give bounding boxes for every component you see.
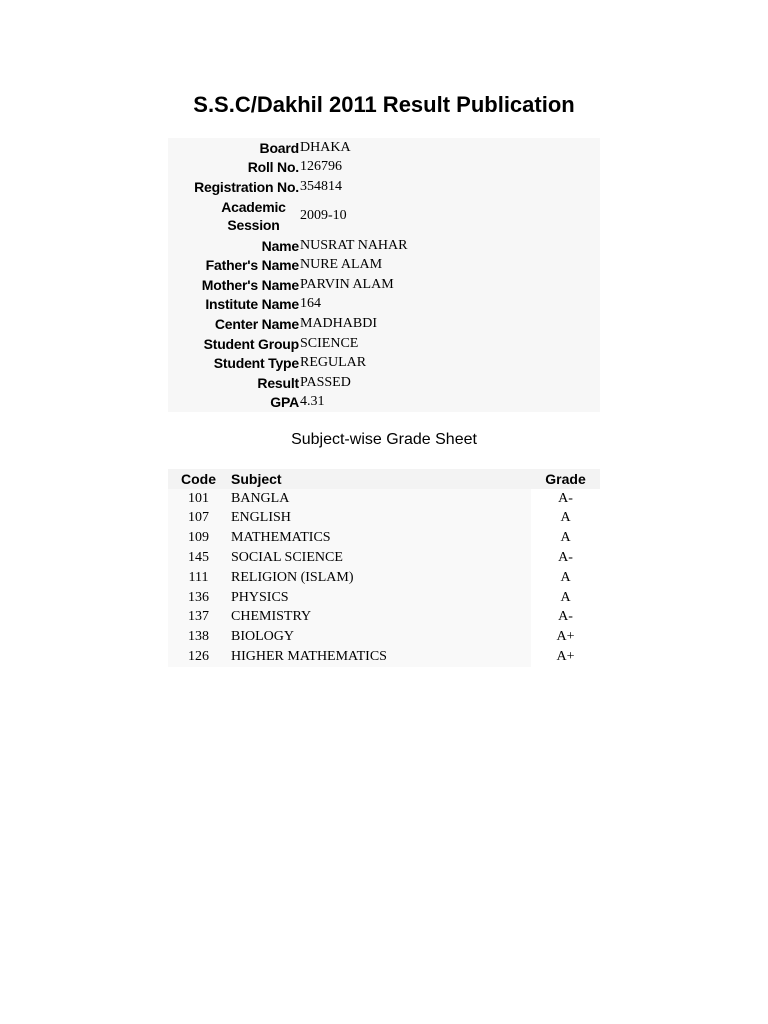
subject-name: CHEMISTRY xyxy=(231,609,312,625)
subject-grade: A xyxy=(531,588,600,608)
info-value: 354814 xyxy=(300,178,342,194)
info-label: Board xyxy=(259,139,299,156)
info-label: Name xyxy=(261,237,299,254)
column-header-subject: Subject xyxy=(231,470,282,487)
info-row-type xyxy=(168,353,600,373)
info-value: NURE ALAM xyxy=(300,257,383,273)
info-row-institute xyxy=(168,295,600,315)
info-row-board xyxy=(168,138,600,158)
info-row-roll xyxy=(168,158,600,178)
table-row xyxy=(168,647,600,667)
subject-grade: A+ xyxy=(531,627,600,647)
subject-code: 137 xyxy=(188,609,209,625)
table-row xyxy=(168,608,600,628)
info-row-gpa xyxy=(168,393,600,413)
info-label: Mother's Name xyxy=(201,276,299,293)
subject-code: 111 xyxy=(188,569,209,585)
info-row-center xyxy=(168,314,600,334)
student-info-table xyxy=(168,138,600,412)
info-value: DHAKA xyxy=(300,139,351,155)
info-row-group xyxy=(168,334,600,354)
subject-grade: A xyxy=(531,509,600,529)
subject-name: HIGHER MATHEMATICS xyxy=(231,649,387,665)
info-row-father xyxy=(168,255,600,275)
info-label: GPA xyxy=(270,394,299,411)
info-value: SCIENCE xyxy=(300,335,359,351)
subject-name: BIOLOGY xyxy=(231,629,294,645)
info-label: Student Group xyxy=(203,335,299,352)
subject-code: 107 xyxy=(188,510,209,526)
table-row xyxy=(168,489,600,509)
subject-code: 101 xyxy=(188,490,209,506)
info-label: Result xyxy=(257,374,299,391)
page-title: S.S.C/Dakhil 2011 Result Publication xyxy=(193,92,575,117)
table-row xyxy=(168,568,600,588)
subject-name: RELIGION (ISLAM) xyxy=(231,569,354,585)
info-value: PASSED xyxy=(300,374,351,390)
info-value: MADHABDI xyxy=(300,315,377,331)
table-row xyxy=(168,548,600,568)
info-label: Roll No. xyxy=(247,159,299,176)
table-row xyxy=(168,509,600,529)
subject-grade: A xyxy=(531,528,600,548)
grade-table-header xyxy=(168,469,600,489)
info-value: 4.31 xyxy=(300,394,325,410)
subject-name: BANGLA xyxy=(231,490,290,506)
subject-grade: A- xyxy=(531,608,600,628)
info-label: Center Name xyxy=(214,315,299,332)
subject-code: 145 xyxy=(188,550,209,566)
table-row xyxy=(168,627,600,647)
column-header-grade: Grade xyxy=(531,469,600,489)
subject-name: SOCIAL SCIENCE xyxy=(231,550,343,566)
info-label: Academic Session xyxy=(221,199,286,234)
info-row-mother xyxy=(168,275,600,295)
subject-code: 138 xyxy=(188,629,209,645)
info-value: 164 xyxy=(300,296,321,312)
info-value: 2009-10 xyxy=(300,208,347,224)
subject-grade: A- xyxy=(531,548,600,568)
info-label: Registration No. xyxy=(194,178,299,195)
column-header-code: Code xyxy=(181,470,216,487)
subject-grade: A- xyxy=(531,489,600,509)
info-row-name xyxy=(168,236,600,256)
info-label: Father's Name xyxy=(205,257,299,274)
subject-grade: A xyxy=(531,568,600,588)
info-label: Institute Name xyxy=(205,296,299,313)
info-row-result xyxy=(168,373,600,393)
subject-code: 136 xyxy=(188,589,209,605)
info-row-session xyxy=(168,197,600,236)
subject-grade: A+ xyxy=(531,647,600,667)
grade-sheet-title: Subject-wise Grade Sheet xyxy=(291,431,477,448)
info-value: PARVIN ALAM xyxy=(300,276,394,292)
info-value: 126796 xyxy=(300,159,342,175)
info-label: Student Type xyxy=(213,355,299,372)
subject-name: ENGLISH xyxy=(231,510,291,526)
table-row xyxy=(168,528,600,548)
subject-name: PHYSICS xyxy=(231,589,289,605)
grade-table xyxy=(168,469,600,667)
subject-name: MATHEMATICS xyxy=(231,530,331,546)
table-row xyxy=(168,588,600,608)
subject-code: 109 xyxy=(188,530,209,546)
info-value: REGULAR xyxy=(300,355,367,371)
info-row-registration xyxy=(168,177,600,197)
subject-code: 126 xyxy=(188,649,209,665)
info-value: NUSRAT NAHAR xyxy=(300,237,408,253)
